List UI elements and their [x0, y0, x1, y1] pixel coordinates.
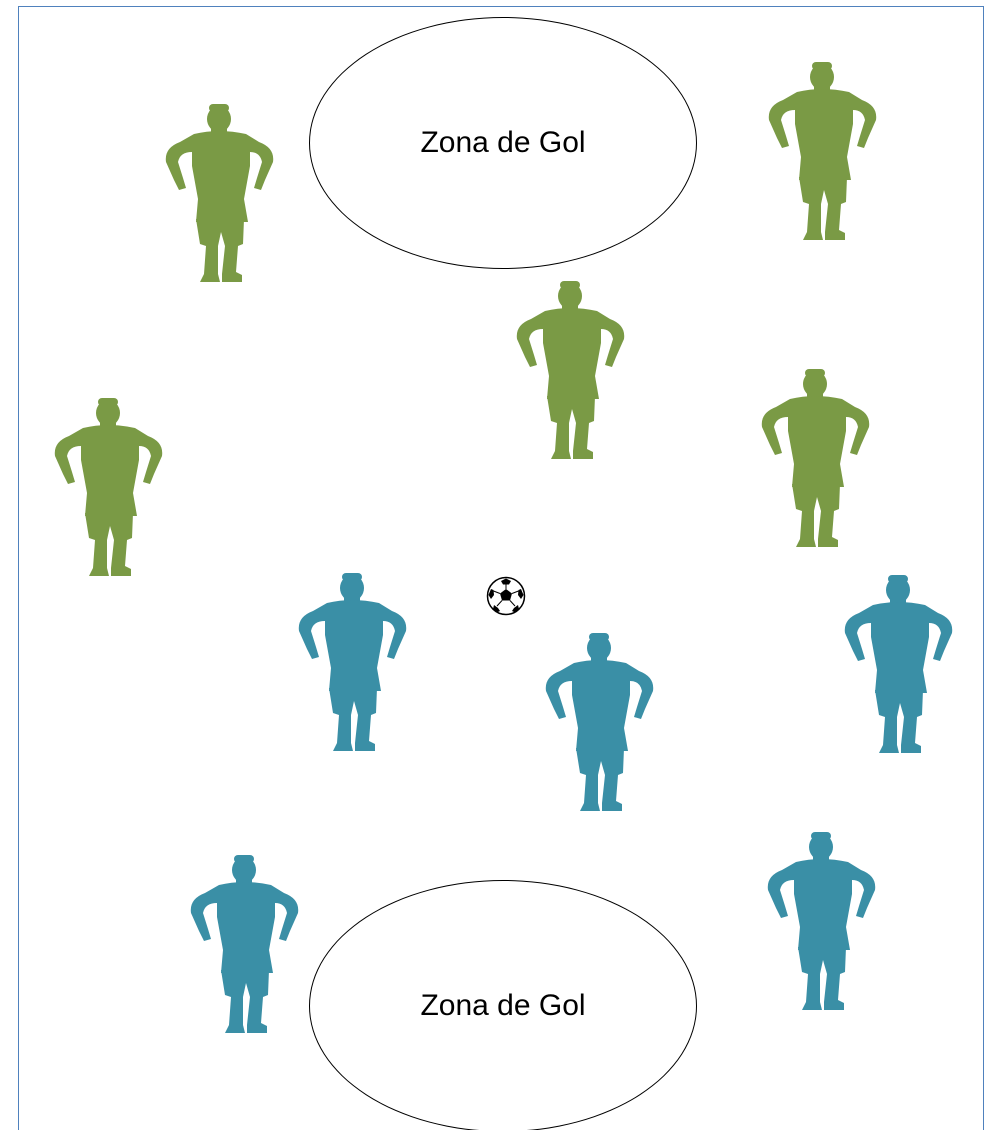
blue-player-icon — [766, 832, 878, 1010]
goal-zone-top-label: Zona de Gol — [420, 126, 586, 159]
blue-player-icon — [297, 573, 409, 751]
blue-player-icon — [189, 855, 301, 1033]
blue-player-icon — [843, 575, 955, 753]
green-player-icon — [767, 62, 879, 240]
blue-player-icon — [544, 633, 656, 811]
green-player-icon — [53, 398, 165, 576]
green-player-icon — [164, 104, 276, 282]
goal-zone-bottom-label: Zona de Gol — [420, 989, 586, 1022]
goal-zone-bottom — [309, 880, 697, 1130]
soccer-ball-icon — [486, 576, 526, 616]
green-player-icon — [760, 369, 872, 547]
goal-zone-top — [309, 17, 697, 269]
green-player-icon — [515, 281, 627, 459]
